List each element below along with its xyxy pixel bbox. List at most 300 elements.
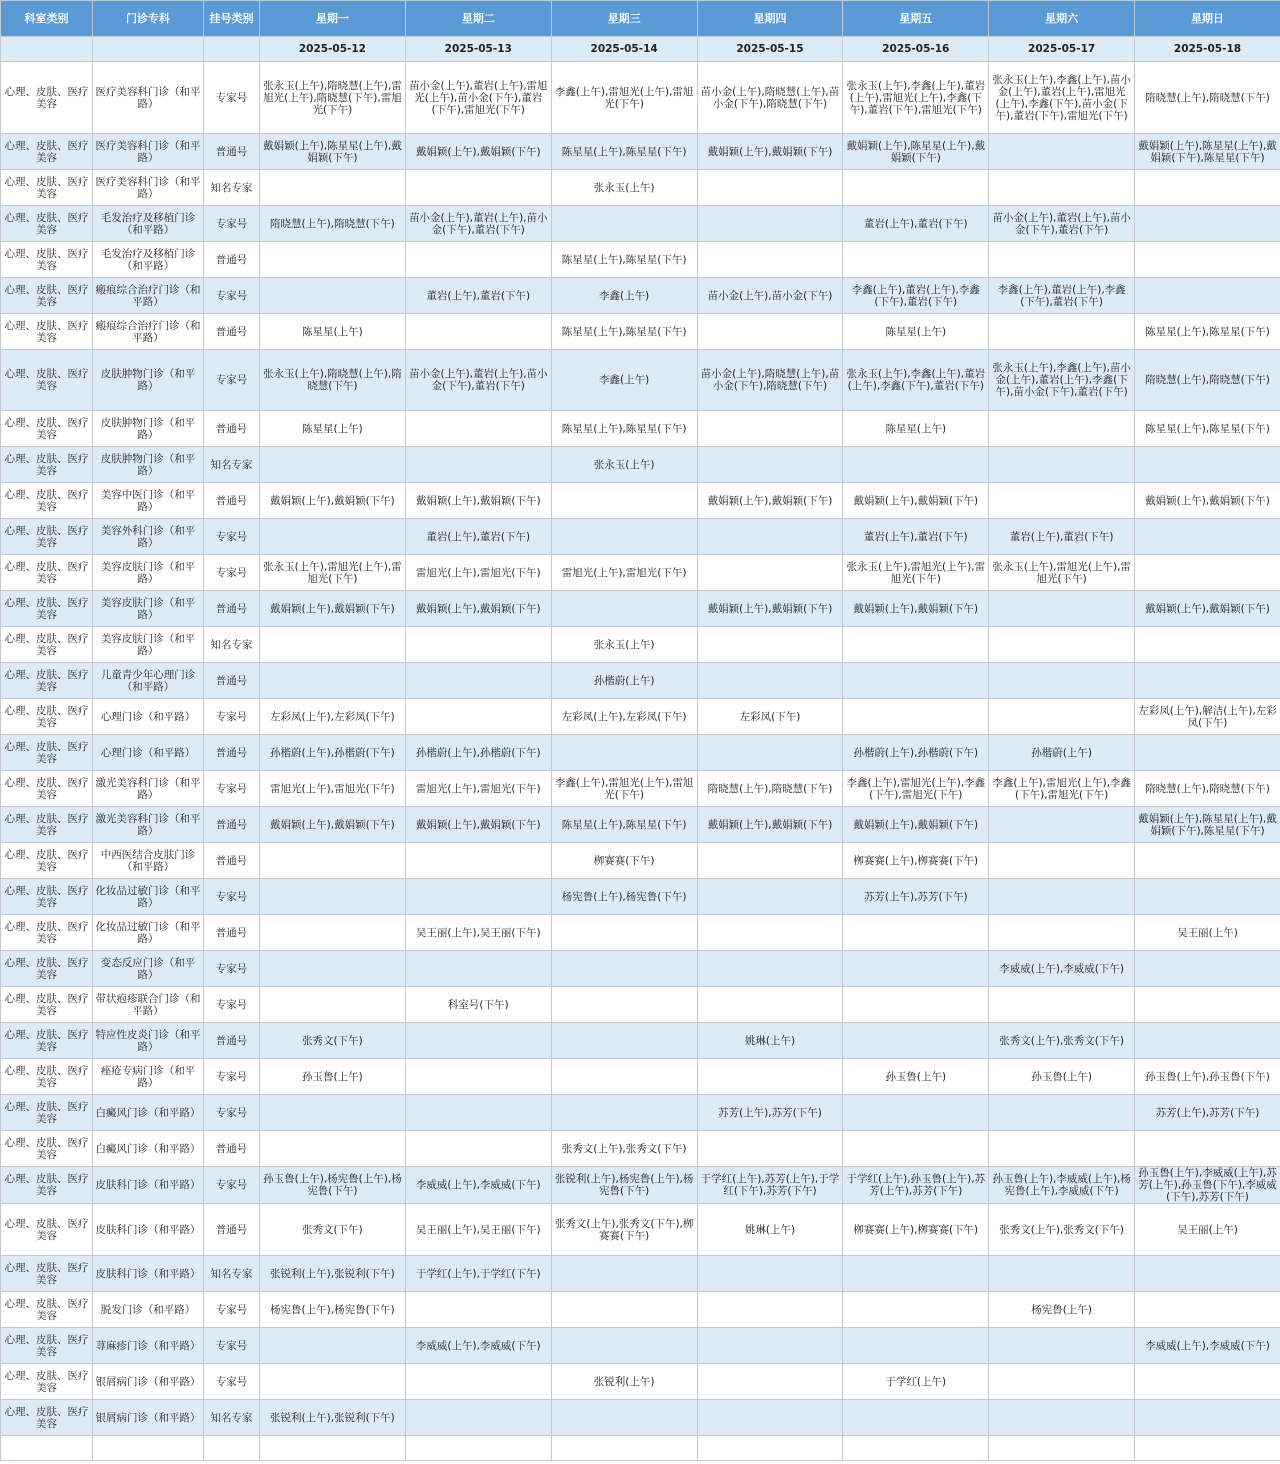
cell-monday (260, 663, 406, 699)
cell-sunday (1135, 519, 1280, 555)
cell-saturday (989, 627, 1135, 663)
cell-sunday: 陈星星(上午),陈星星(下午) (1135, 314, 1280, 350)
cell-monday (260, 170, 406, 206)
cell-registration-type: 专家号 (204, 987, 260, 1023)
cell-tuesday: 雷旭光(上午),雷旭光(下午) (405, 555, 551, 591)
empty-row (1, 1436, 1280, 1461)
cell-clinic: 美容皮肤门诊（和平路） (93, 627, 204, 663)
table-row (1, 591, 1280, 627)
table-row (1, 915, 1280, 951)
empty-cell (204, 1436, 260, 1461)
cell-monday: 戴娟颖(上午),戴娟颖(下午) (260, 591, 406, 627)
cell-thursday: 戴娟颖(上午),戴娟颖(下午) (697, 483, 843, 519)
cell-tuesday: 孙楷蔚(上午),孙楷蔚(下午) (405, 735, 551, 771)
cell-thursday: 戴娟颖(上午),戴娟颖(下午) (697, 807, 843, 843)
cell-sunday: 戴娟颖(上午),陈星星(上午),戴娟颖(下午),陈星星(下午) (1135, 134, 1280, 170)
cell-sunday: 孙玉鲁(上午),李威威(上午),苏芳(上午),孙玉鲁(下午),李威威(下午),苏芳(下午) (1135, 1167, 1280, 1204)
cell-dept-category: 心理、皮肤、医疗美容 (1, 1256, 93, 1292)
cell-sunday (1135, 206, 1280, 242)
cell-sunday (1135, 242, 1280, 278)
empty-cell (1, 1436, 93, 1461)
table-row (1, 483, 1280, 519)
table-row (1, 1131, 1280, 1167)
date-friday: 2025-05-16 (843, 37, 989, 62)
cell-registration-type: 普通号 (204, 411, 260, 447)
cell-saturday (989, 170, 1135, 206)
cell-thursday: 隋晓慧(上午),隋晓慧(下午) (697, 771, 843, 807)
cell-dept-category: 心理、皮肤、医疗美容 (1, 807, 93, 843)
table-row (1, 278, 1280, 314)
cell-dept-category: 心理、皮肤、医疗美容 (1, 62, 93, 134)
cell-tuesday (405, 699, 551, 735)
cell-thursday (697, 951, 843, 987)
cell-dept-category: 心理、皮肤、医疗美容 (1, 663, 93, 699)
cell-saturday (989, 1364, 1135, 1400)
cell-dept-category: 心理、皮肤、医疗美容 (1, 1400, 93, 1436)
cell-friday (843, 447, 989, 483)
cell-saturday: 孙玉鲁(上午),李威威(上午),杨宪鲁(上午),李威威(下午) (989, 1167, 1135, 1204)
cell-tuesday: 科室号(下午) (405, 987, 551, 1023)
cell-friday: 张永玉(上午),李鑫(上午),董岩(上午),雷旭光(上午),李鑫(下午),董岩(下午),雷旭光(下午) (843, 62, 989, 134)
cell-saturday (989, 1328, 1135, 1364)
table-row (1, 951, 1280, 987)
cell-dept-category: 心理、皮肤、医疗美容 (1, 771, 93, 807)
cell-friday: 苏芳(上午),苏芳(下午) (843, 879, 989, 915)
cell-friday: 于学红(上午) (843, 1364, 989, 1400)
cell-wednesday (551, 1256, 697, 1292)
cell-wednesday (551, 1059, 697, 1095)
cell-thursday (697, 1328, 843, 1364)
cell-friday (843, 1256, 989, 1292)
table-row (1, 987, 1280, 1023)
cell-dept-category: 心理、皮肤、医疗美容 (1, 843, 93, 879)
cell-clinic: 银屑病门诊（和平路） (93, 1364, 204, 1400)
cell-wednesday: 杨宪鲁(上午),杨宪鲁(下午) (551, 879, 697, 915)
table-row (1, 771, 1280, 807)
cell-dept-category: 心理、皮肤、医疗美容 (1, 735, 93, 771)
cell-monday: 张永玉(上午),雷旭光(上午),雷旭光(下午) (260, 555, 406, 591)
table-row (1, 242, 1280, 278)
cell-saturday: 张永玉(上午),李鑫(上午),苗小金(上午),董岩(上午),李鑫(下午),苗小金(下午),董岩(下午) (989, 350, 1135, 411)
cell-monday (260, 951, 406, 987)
cell-thursday (697, 843, 843, 879)
cell-wednesday (551, 206, 697, 242)
cell-clinic: 皮肤肿物门诊（和平路） (93, 411, 204, 447)
cell-friday: 栁赛赛(上午),栁赛赛(下午) (843, 1204, 989, 1256)
cell-clinic: 变态反应门诊（和平路） (93, 951, 204, 987)
cell-tuesday (405, 1131, 551, 1167)
empty-cell (1135, 1436, 1280, 1461)
cell-friday (843, 1095, 989, 1131)
cell-registration-type: 专家号 (204, 879, 260, 915)
table-row (1, 519, 1280, 555)
cell-wednesday: 李鑫(上午),雷旭光(上午),雷旭光(下午) (551, 62, 697, 134)
cell-tuesday (405, 242, 551, 278)
cell-sunday: 戴娟颖(上午),戴娟颖(下午) (1135, 591, 1280, 627)
cell-saturday (989, 242, 1135, 278)
table-row (1, 1292, 1280, 1328)
cell-friday: 李鑫(上午),董岩(上午),李鑫(下午),董岩(下午) (843, 278, 989, 314)
cell-thursday (697, 1059, 843, 1095)
cell-friday (843, 1292, 989, 1328)
cell-clinic: 激光美容科门诊（和平路） (93, 807, 204, 843)
cell-friday: 陈星星(上午) (843, 411, 989, 447)
cell-saturday: 张永玉(上午),李鑫(上午),苗小金(上午),董岩(上午),雷旭光(上午),李鑫(下午),苗小金(下午),董岩(下午),雷旭光(下午) (989, 62, 1135, 134)
cell-sunday (1135, 627, 1280, 663)
cell-monday (260, 1131, 406, 1167)
cell-monday: 张秀文(下午) (260, 1023, 406, 1059)
header-dept-category: 科室类别 (1, 1, 93, 37)
cell-tuesday (405, 1364, 551, 1400)
cell-friday: 张永玉(上午),李鑫(上午),董岩(上午),李鑫(下午),董岩(下午) (843, 350, 989, 411)
cell-sunday: 戴娟颖(上午),陈星星(上午),戴娟颖(下午),陈星星(下午) (1135, 807, 1280, 843)
cell-tuesday (405, 1059, 551, 1095)
cell-monday: 孙玉鲁(上午) (260, 1059, 406, 1095)
cell-registration-type: 普通号 (204, 1204, 260, 1256)
cell-registration-type: 普通号 (204, 915, 260, 951)
cell-thursday (697, 519, 843, 555)
cell-tuesday: 戴娟颖(上午),戴娟颖(下午) (405, 807, 551, 843)
cell-clinic: 痤疮专病门诊（和平路） (93, 1059, 204, 1095)
cell-tuesday (405, 1400, 551, 1436)
cell-sunday (1135, 663, 1280, 699)
cell-monday: 陈星星(上午) (260, 314, 406, 350)
cell-friday: 孙玉鲁(上午) (843, 1059, 989, 1095)
cell-dept-category: 心理、皮肤、医疗美容 (1, 951, 93, 987)
cell-thursday: 苗小金(上午),苗小金(下午) (697, 278, 843, 314)
cell-saturday (989, 1400, 1135, 1436)
cell-saturday: 张永玉(上午),雷旭光(上午),雷旭光(下午) (989, 555, 1135, 591)
cell-registration-type: 普通号 (204, 735, 260, 771)
cell-sunday: 吴王丽(上午) (1135, 1204, 1280, 1256)
table-row (1, 350, 1280, 411)
cell-monday: 雷旭光(上午),雷旭光(下午) (260, 771, 406, 807)
cell-wednesday: 陈星星(上午),陈星星(下午) (551, 314, 697, 350)
cell-clinic: 银屑病门诊（和平路） (93, 1400, 204, 1436)
header-tuesday: 星期二 (405, 1, 551, 37)
cell-monday (260, 879, 406, 915)
cell-tuesday (405, 879, 551, 915)
cell-registration-type: 普通号 (204, 242, 260, 278)
cell-friday: 栁赛赛(上午),栁赛赛(下午) (843, 843, 989, 879)
cell-clinic: 白癜风门诊（和平路） (93, 1131, 204, 1167)
cell-dept-category: 心理、皮肤、医疗美容 (1, 879, 93, 915)
cell-friday (843, 699, 989, 735)
cell-registration-type: 专家号 (204, 206, 260, 242)
cell-tuesday (405, 627, 551, 663)
cell-tuesday: 董岩(上午),董岩(下午) (405, 278, 551, 314)
cell-dept-category: 心理、皮肤、医疗美容 (1, 278, 93, 314)
cell-monday: 左彩凤(上午),左彩凤(下午) (260, 699, 406, 735)
cell-clinic: 荨麻疹门诊（和平路） (93, 1328, 204, 1364)
cell-tuesday: 吴王丽(上午),吴王丽(下午) (405, 915, 551, 951)
cell-sunday: 隋晓慧(上午),隋晓慧(下午) (1135, 62, 1280, 134)
cell-tuesday: 雷旭光(上午),雷旭光(下午) (405, 771, 551, 807)
cell-saturday: 张秀文(上午),张秀文(下午) (989, 1204, 1135, 1256)
cell-friday: 董岩(上午),董岩(下午) (843, 206, 989, 242)
cell-tuesday: 苗小金(上午),董岩(上午),苗小金(下午),董岩(下午) (405, 206, 551, 242)
empty-cell (989, 1436, 1135, 1461)
cell-thursday: 苗小金(上午),隋晓慧(上午),苗小金(下午),隋晓慧(下午) (697, 62, 843, 134)
cell-clinic: 中西医结合皮肤门诊（和平路） (93, 843, 204, 879)
cell-clinic: 毛发治疗及移植门诊（和平路） (93, 242, 204, 278)
cell-tuesday: 戴娟颖(上午),戴娟颖(下午) (405, 134, 551, 170)
cell-clinic: 美容皮肤门诊（和平路） (93, 555, 204, 591)
table-row (1, 62, 1280, 134)
cell-friday (843, 1400, 989, 1436)
cell-clinic: 美容中医门诊（和平路） (93, 483, 204, 519)
cell-sunday: 戴娟颖(上午),戴娟颖(下午) (1135, 483, 1280, 519)
cell-dept-category: 心理、皮肤、医疗美容 (1, 1328, 93, 1364)
cell-wednesday (551, 519, 697, 555)
table-row (1, 170, 1280, 206)
cell-saturday (989, 915, 1135, 951)
cell-friday (843, 1328, 989, 1364)
cell-tuesday (405, 314, 551, 350)
cell-clinic: 皮肤科门诊（和平路） (93, 1167, 204, 1204)
cell-tuesday: 吴王丽(上午),吴王丽(下午) (405, 1204, 551, 1256)
cell-clinic: 美容外科门诊（和平路） (93, 519, 204, 555)
date-sunday: 2025-05-18 (1135, 37, 1280, 62)
cell-dept-category: 心理、皮肤、医疗美容 (1, 314, 93, 350)
date-cell (204, 37, 260, 62)
cell-wednesday (551, 1292, 697, 1328)
cell-friday (843, 987, 989, 1023)
cell-sunday (1135, 170, 1280, 206)
cell-saturday (989, 1095, 1135, 1131)
cell-sunday: 隋晓慧(上午),隋晓慧(下午) (1135, 771, 1280, 807)
header-sunday: 星期日 (1135, 1, 1280, 37)
cell-registration-type: 专家号 (204, 1292, 260, 1328)
table-row (1, 1059, 1280, 1095)
cell-dept-category: 心理、皮肤、医疗美容 (1, 1131, 93, 1167)
cell-registration-type: 知名专家 (204, 1400, 260, 1436)
cell-clinic: 医疗美容科门诊（和平路） (93, 62, 204, 134)
cell-sunday (1135, 1400, 1280, 1436)
cell-thursday: 戴娟颖(上午),戴娟颖(下午) (697, 134, 843, 170)
cell-monday: 戴娟颖(上午),陈星星(上午),戴娟颖(下午) (260, 134, 406, 170)
cell-registration-type: 专家号 (204, 699, 260, 735)
cell-friday: 于学红(上午),孙玉鲁(上午),苏芳(上午),苏芳(下午) (843, 1167, 989, 1204)
cell-registration-type: 普通号 (204, 591, 260, 627)
cell-friday (843, 242, 989, 278)
cell-saturday (989, 879, 1135, 915)
table-row (1, 1364, 1280, 1400)
cell-sunday: 苏芳(上午),苏芳(下午) (1135, 1095, 1280, 1131)
cell-thursday (697, 627, 843, 663)
table-row (1, 206, 1280, 242)
table-row (1, 555, 1280, 591)
cell-monday: 张锐利(上午),张锐利(下午) (260, 1256, 406, 1292)
cell-friday (843, 951, 989, 987)
cell-clinic: 美容皮肤门诊（和平路） (93, 591, 204, 627)
cell-tuesday (405, 951, 551, 987)
cell-sunday: 隋晓慧(上午),隋晓慧(下午) (1135, 350, 1280, 411)
cell-wednesday: 陈星星(上午),陈星星(下午) (551, 807, 697, 843)
table-row (1, 1256, 1280, 1292)
cell-saturday (989, 447, 1135, 483)
cell-monday: 张锐利(上午),张锐利(下午) (260, 1400, 406, 1436)
cell-thursday (697, 170, 843, 206)
cell-registration-type: 专家号 (204, 350, 260, 411)
cell-tuesday: 董岩(上午),董岩(下午) (405, 519, 551, 555)
cell-sunday: 孙玉鲁(上午),孙玉鲁(下午) (1135, 1059, 1280, 1095)
cell-tuesday (405, 170, 551, 206)
cell-monday: 张永玉(上午),隋晓慧(上午),隋晓慧(下午) (260, 350, 406, 411)
date-cell (1, 37, 93, 62)
cell-monday (260, 447, 406, 483)
cell-monday: 陈星星(上午) (260, 411, 406, 447)
cell-tuesday (405, 663, 551, 699)
cell-registration-type: 专家号 (204, 62, 260, 134)
cell-saturday: 李鑫(上午),董岩(上午),李鑫(下午),董岩(下午) (989, 278, 1135, 314)
cell-dept-category: 心理、皮肤、医疗美容 (1, 591, 93, 627)
cell-clinic: 心理门诊（和平路） (93, 735, 204, 771)
cell-clinic: 皮肤科门诊（和平路） (93, 1204, 204, 1256)
cell-registration-type: 专家号 (204, 1328, 260, 1364)
table-row (1, 627, 1280, 663)
cell-monday (260, 915, 406, 951)
cell-wednesday: 雷旭光(上午),雷旭光(下午) (551, 555, 697, 591)
cell-thursday (697, 314, 843, 350)
cell-registration-type: 专家号 (204, 1364, 260, 1400)
cell-wednesday (551, 1400, 697, 1436)
cell-dept-category: 心理、皮肤、医疗美容 (1, 699, 93, 735)
cell-wednesday: 张秀文(上午),张秀文(下午),栁赛赛(下午) (551, 1204, 697, 1256)
cell-friday: 董岩(上午),董岩(下午) (843, 519, 989, 555)
table-row (1, 843, 1280, 879)
cell-registration-type: 普通号 (204, 314, 260, 350)
cell-clinic: 特应性皮炎门诊（和平路） (93, 1023, 204, 1059)
cell-wednesday: 张锐利(上午) (551, 1364, 697, 1400)
cell-sunday (1135, 987, 1280, 1023)
cell-thursday (697, 447, 843, 483)
cell-saturday (989, 807, 1135, 843)
cell-thursday (697, 915, 843, 951)
cell-sunday: 吴王丽(上午) (1135, 915, 1280, 951)
cell-wednesday: 李鑫(上午) (551, 350, 697, 411)
cell-wednesday: 张锐利(上午),杨宪鲁(上午),杨宪鲁(下午) (551, 1167, 697, 1204)
date-row (1, 37, 1280, 62)
cell-saturday (989, 134, 1135, 170)
cell-wednesday: 张永玉(上午) (551, 627, 697, 663)
cell-friday: 戴娟颖(上午),戴娟颖(下午) (843, 483, 989, 519)
cell-monday (260, 1095, 406, 1131)
cell-registration-type: 普通号 (204, 843, 260, 879)
cell-registration-type: 专家号 (204, 1167, 260, 1204)
cell-dept-category: 心理、皮肤、医疗美容 (1, 411, 93, 447)
cell-clinic: 儿童青少年心理门诊（和平路） (93, 663, 204, 699)
cell-registration-type: 普通号 (204, 807, 260, 843)
table-row (1, 1328, 1280, 1364)
cell-wednesday (551, 1095, 697, 1131)
cell-monday (260, 843, 406, 879)
date-thursday: 2025-05-15 (697, 37, 843, 62)
cell-thursday (697, 1292, 843, 1328)
cell-saturday (989, 314, 1135, 350)
cell-dept-category: 心理、皮肤、医疗美容 (1, 519, 93, 555)
cell-clinic: 带状疱疹联合门诊（和平路） (93, 987, 204, 1023)
cell-saturday (989, 663, 1135, 699)
cell-friday: 戴娟颖(上午),戴娟颖(下午) (843, 591, 989, 627)
cell-thursday (697, 735, 843, 771)
cell-saturday: 孙楷蔚(上午) (989, 735, 1135, 771)
cell-wednesday: 左彩凤(上午),左彩凤(下午) (551, 699, 697, 735)
table-row (1, 879, 1280, 915)
cell-tuesday: 戴娟颖(上午),戴娟颖(下午) (405, 591, 551, 627)
date-wednesday: 2025-05-14 (551, 37, 697, 62)
header-monday: 星期一 (260, 1, 406, 37)
cell-sunday (1135, 951, 1280, 987)
cell-registration-type: 普通号 (204, 483, 260, 519)
table-row (1, 134, 1280, 170)
cell-dept-category: 心理、皮肤、医疗美容 (1, 1204, 93, 1256)
cell-sunday (1135, 1131, 1280, 1167)
cell-dept-category: 心理、皮肤、医疗美容 (1, 350, 93, 411)
cell-saturday (989, 987, 1135, 1023)
header-wednesday: 星期三 (551, 1, 697, 37)
header-friday: 星期五 (843, 1, 989, 37)
cell-sunday (1135, 1364, 1280, 1400)
cell-dept-category: 心理、皮肤、医疗美容 (1, 242, 93, 278)
cell-clinic: 心理门诊（和平路） (93, 699, 204, 735)
cell-monday: 戴娟颖(上午),戴娟颖(下午) (260, 807, 406, 843)
cell-tuesday (405, 1023, 551, 1059)
cell-monday (260, 278, 406, 314)
cell-saturday: 孙玉鲁(上午) (989, 1059, 1135, 1095)
cell-tuesday (405, 411, 551, 447)
cell-friday (843, 1023, 989, 1059)
cell-monday (260, 519, 406, 555)
cell-tuesday (405, 1292, 551, 1328)
cell-tuesday (405, 1095, 551, 1131)
cell-clinic: 瘢痕综合治疗门诊（和平路） (93, 314, 204, 350)
table-row (1, 1204, 1280, 1256)
cell-saturday (989, 591, 1135, 627)
cell-sunday: 左彩凤(上午),解洁(上午),左彩凤(下午) (1135, 699, 1280, 735)
cell-registration-type: 专家号 (204, 1059, 260, 1095)
cell-registration-type: 专家号 (204, 519, 260, 555)
cell-dept-category: 心理、皮肤、医疗美容 (1, 987, 93, 1023)
cell-monday: 孙玉鲁(上午),杨宪鲁(上午),杨宪鲁(下午) (260, 1167, 406, 1204)
cell-wednesday: 孙楷蔚(上午) (551, 663, 697, 699)
cell-wednesday: 李鑫(上午) (551, 278, 697, 314)
cell-registration-type: 专家号 (204, 278, 260, 314)
cell-saturday (989, 483, 1135, 519)
cell-sunday (1135, 735, 1280, 771)
cell-saturday: 杨宪鲁(上午) (989, 1292, 1135, 1328)
cell-dept-category: 心理、皮肤、医疗美容 (1, 1059, 93, 1095)
cell-clinic: 瘢痕综合治疗门诊（和平路） (93, 278, 204, 314)
cell-thursday (697, 206, 843, 242)
cell-sunday (1135, 1023, 1280, 1059)
cell-friday: 李鑫(上午),雷旭光(上午),李鑫(下午),雷旭光(下午) (843, 771, 989, 807)
cell-wednesday: 陈星星(上午),陈星星(下午) (551, 411, 697, 447)
cell-saturday (989, 699, 1135, 735)
cell-wednesday (551, 591, 697, 627)
cell-monday: 张秀文(下午) (260, 1204, 406, 1256)
header-clinic: 门诊专科 (93, 1, 204, 37)
table-row (1, 735, 1280, 771)
cell-tuesday: 李威威(上午),李威威(下午) (405, 1167, 551, 1204)
cell-monday (260, 242, 406, 278)
cell-dept-category: 心理、皮肤、医疗美容 (1, 627, 93, 663)
cell-friday: 陈星星(上午) (843, 314, 989, 350)
header-row (1, 1, 1280, 37)
cell-wednesday (551, 735, 697, 771)
table-row (1, 663, 1280, 699)
header-saturday: 星期六 (989, 1, 1135, 37)
